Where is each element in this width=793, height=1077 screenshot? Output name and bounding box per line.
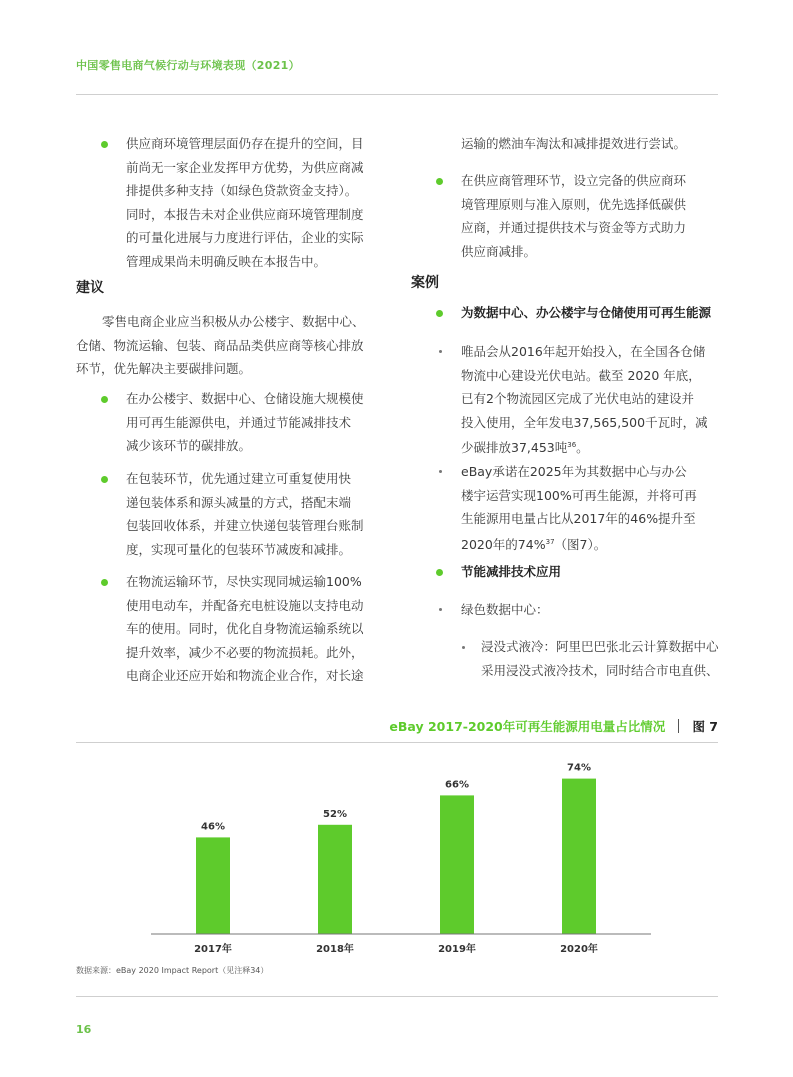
header-divider [76, 94, 718, 95]
category-label: 2017年 [194, 944, 232, 955]
bar-2017年 [196, 837, 230, 934]
bullet-dot [101, 476, 108, 483]
building-energy-bullet: 在办公楼宇、数据中心、仓储设施大规模使 用可再生能源供电，并通过节能减排技术 减少该环节的碳排放。 [126, 391, 364, 453]
bullet-dot [101, 579, 108, 586]
bullet-dot [436, 178, 443, 185]
category-label: 2020年 [560, 944, 598, 955]
bar-2018年 [318, 825, 352, 934]
category-label: 2019年 [438, 944, 476, 955]
chart-top-divider [76, 742, 718, 743]
logistics-continuation: 运输的燃油车淘汰和减排提效进行尝试。 [461, 136, 687, 151]
ebay-case: eBay承诺在2025年为其数据中心与办公 楼宇运营实现100%可再生能源，并将可再 生能源用电量占比从2017年的46%提升至 2020年的74%$^{37}$（图7）。 [461, 464, 697, 552]
section-title-recommendation: 建议 [76, 280, 104, 296]
value-label: 46% [201, 821, 225, 833]
small-bullet [462, 646, 465, 649]
supplier-management-bullet: 在供应商管理环节，设立完备的供应商环 境管理原则与准入原则，优先选择低碳供 应商，并通过提供技术与资金等方式助力 供应商减排。 [461, 173, 687, 259]
case-subheading-tech: 节能减排技术应用 [461, 564, 562, 579]
value-label: 52% [323, 808, 347, 820]
small-bullet [439, 470, 442, 473]
category-label: 2018年 [316, 944, 354, 955]
bar-chart [76, 745, 718, 965]
supplier-gap-paragraph: 供应商环境管理层面仍存在提升的空间，目 前尚无一家企业发挥甲方优势，为供应商减 排提供多种支持（如绿色贷款资金支持）。 同时，本报告未对企业供应商环境管理制度 的可量化进展与力度进行评估，企业的实际 管理成果尚未明确反映在本报告中。 [126, 136, 364, 269]
small-bullet [439, 608, 442, 611]
immersion-cooling-item: 浸没式液冷：阿里巴巴张北云计算数据中心 采用浸没式液冷技术，同时结合市电直供、 [481, 639, 719, 678]
bullet-dot [436, 569, 443, 576]
chart-title-row [76, 716, 718, 735]
value-label: 66% [445, 779, 469, 791]
case-subheading-renewable: 为数据中心、办公楼宇与仓储使用可再生能源 [461, 305, 712, 320]
small-bullet [439, 350, 442, 353]
bar-2019年 [440, 795, 474, 934]
footer-divider [76, 996, 718, 997]
green-datacenter-label: 绿色数据中心： [461, 602, 549, 617]
chart-title: eBay 2017-2020年可再生能源用电量占比情况 [389, 719, 666, 734]
logistics-bullet: 在物流运输环节，尽快实现同城运输100% 使用电动车，并配备充电桩设施以支持电动 车的使用。同时，优化自身物流运输系统以 提升效率，减少不必要的物流损耗。此外， 电商企业还应开始和物流企业合作，对长途 [126, 574, 364, 683]
recommendation-paragraph: 零售电商企业应当积极从办公楼宇、数据中心、 仓储、物流运输、包装、商品品类供应商等核心排放 环节，优先解决主要碳排问题。 [76, 314, 365, 376]
figure-label: 图 7 [692, 719, 718, 734]
bullet-dot [436, 310, 443, 317]
bullet-dot [101, 141, 108, 148]
bar-2020年 [562, 779, 596, 934]
value-label: 74% [567, 762, 591, 774]
bullet-dot [101, 396, 108, 403]
section-title-cases: 案例 [411, 275, 439, 291]
packaging-bullet: 在包装环节，优先通过建立可重复使用快 递包装体系和源头减量的方式，搭配末端 包装回收体系，并建立快递包装管理台账制 度，实现可量化的包装环节减废和减排。 [126, 471, 364, 557]
title-separator [678, 719, 679, 733]
data-source: 数据来源：eBay 2020 Impact Report（见注释34） [76, 966, 269, 975]
vipshop-case: 唯品会从2016年起开始投入，在全国各仓储 物流中心建设光伏电站。截至 2020 年底， 已有2个物流园区完成了光伏电站的建设并 投入使用，全年发电37,565,500千瓦时，减 少碳排放37,453吨$^{36}$。 [461, 344, 708, 456]
page-number: 16 [76, 1023, 92, 1036]
running-header: 中国零售电商气候行动与环境表现（2021） [76, 59, 300, 72]
